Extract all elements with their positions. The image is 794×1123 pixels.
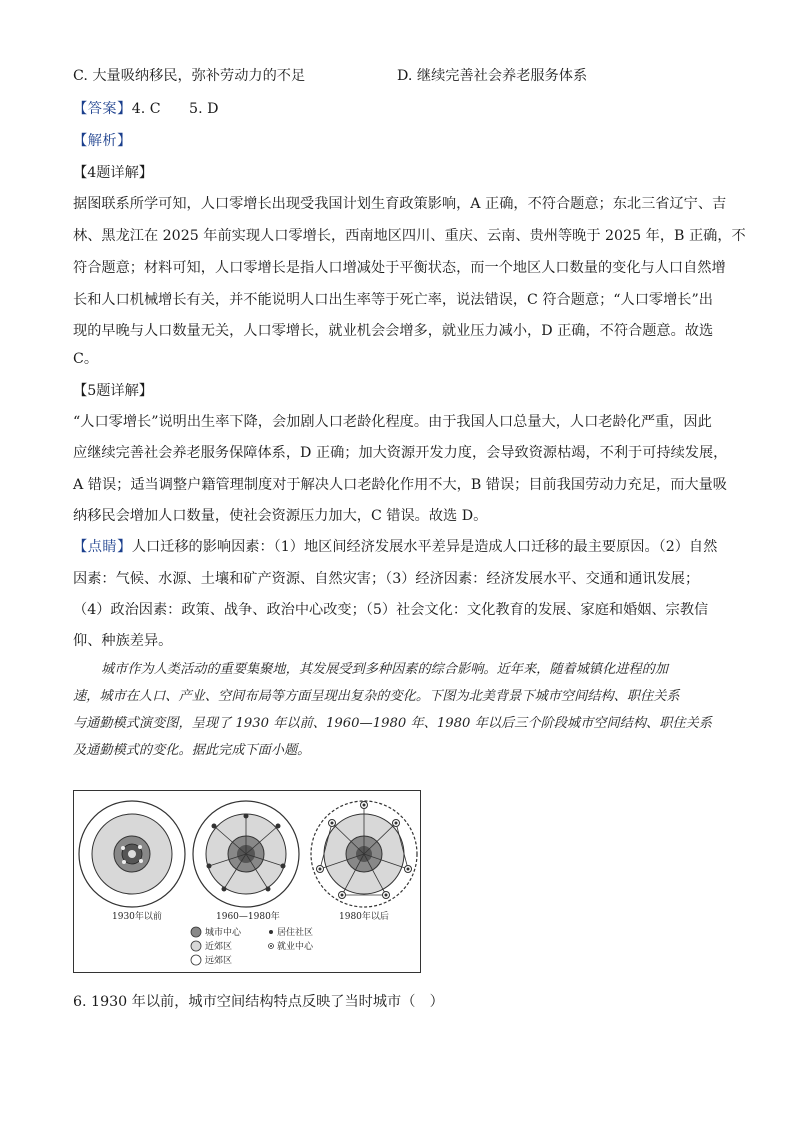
residential-dot [122, 860, 126, 864]
stage-1980-diagram [311, 801, 417, 907]
analysis-label-line [73, 132, 721, 150]
q4-heading: 【4题详解】 [73, 165, 153, 181]
city-center-legend-icon [191, 927, 201, 937]
passage-line: 及通勤模式的变化。据此完成下面小题。 [73, 743, 311, 758]
q5-heading: 【5题详解】 [73, 383, 153, 399]
outer-suburb-legend-icon [191, 955, 201, 965]
q4-line: 据图联系所学可知，人口零增长出现受我国计划生育政策影响，A 正确，不符合题意；东北三省辽宁、吉 [73, 196, 727, 212]
passage-line: 速，城市在人口、产业、空间布局等方面呈现出复杂的变化。下图为北美背景下城市空间结构、职住关系 [73, 689, 680, 704]
q4-line: 林、黑龙江在 2025 年前实现人口零增长，西南地区四川、重庆、云南、贵州等晚于 2025 年，B 正确，不 [73, 228, 746, 244]
q5-line: “人口零增长”说明出生率下降，会加剧人口老龄化程度。由于我国人口总量大，人口老龄化严重，因此 [73, 414, 712, 430]
legend-outer-suburb: 远郊区 [205, 956, 233, 966]
option-c: C. 大量吸纳移民，弥补劳动力的不足 [73, 68, 306, 84]
figure-svg [74, 791, 419, 971]
passage-line: 城市作为人类活动的重要集聚地，其发展受到多种因素的综合影响。近年来，随着城镇化进程的加 [101, 662, 669, 677]
q4-line: 现的早晚与人口数量无关，人口零增长，就业机会会增多，就业压力减小，D 正确，不符合题意。故选 [73, 323, 714, 339]
residential-dot [121, 846, 125, 850]
tips-line: 因素：气候、水源、土壤和矿产资源、自然灾害；（3）经济因素：经济发展水平、交通和通讯发展； [73, 571, 700, 587]
answer-value: 4. C 5. D [131, 101, 219, 117]
stage-label-1960: 1960—1980年 [216, 912, 280, 922]
question-6: 6. 1930 年以前，城市空间结构特点反映了当时城市（ ） [73, 994, 444, 1010]
answer-line [73, 100, 721, 118]
tips-label: 【点睛】 [73, 539, 132, 555]
q5-line: A 错误；适当调整户籍管理制度对于解决人口老龄化作用不大，B 错误；目前我国劳动力充足，而大量吸 [73, 477, 727, 493]
q5-line: 纳移民会增加人口数量，使社会资源压力加大，C 错误。故选 D。 [73, 508, 488, 524]
employment-legend-icon-core [270, 945, 272, 947]
legend-employment: 就业中心 [277, 942, 314, 952]
tips-line: 仰、种族差异。 [73, 633, 173, 649]
option-d: D. 继续完善社会养老服务体系 [397, 68, 588, 84]
residential-legend-icon [269, 930, 273, 934]
figure-legend [191, 926, 314, 966]
stage-1930-diagram [79, 801, 185, 907]
legend-residential: 居住社区 [277, 928, 314, 938]
stage-label-1980: 1980年以后 [339, 912, 389, 922]
legend-inner-suburb: 近郊区 [205, 942, 233, 952]
tips-line [73, 538, 721, 556]
reading-passage [73, 658, 723, 778]
stage-label-1930: 1930年以前 [112, 912, 162, 922]
q4-line: C。 [73, 351, 99, 367]
stage-1960-diagram [193, 801, 299, 907]
tips-line: （4）政治因素：政策、战争、政治中心改变；（5）社会文化：文化教育的发展、家庭和婚姻、宗教信 [73, 602, 709, 618]
urban-structure-figure [73, 790, 421, 973]
core-dot [128, 850, 136, 858]
residential-dot [139, 859, 143, 863]
q4-line: 长和人口机械增长有关，并不能说明人口出生率等于死亡率，说法错误，C 符合题意；“人口零增长”出 [73, 292, 713, 308]
q5-line: 应继续完善社会养老服务保障体系，D 正确；加大资源开发力度，会导致资源枯竭，不利于可持续发展， [73, 445, 728, 461]
tips-text: 人口迁移的影响因素：（1）地区间经济发展水平差异是造成人口迁移的最主要原因。（2）自然 [131, 539, 718, 555]
analysis-label: 【解析】 [73, 133, 132, 149]
residential-dot [138, 845, 142, 849]
legend-city-center: 城市中心 [205, 928, 242, 938]
passage-line: 与通勤模式演变图，呈现了 1930 年以前、1960—1980 年、1980 年以后三个阶段城市空间结构、职住关系 [73, 716, 712, 731]
q4-line: 符合题意；材料可知，人口零增长是指人口增减处于平衡状态，而一个地区人口数量的变化与人口自然增 [73, 260, 726, 276]
inner-suburb-legend-icon [191, 941, 201, 951]
answer-label: 【答案】 [73, 101, 132, 117]
